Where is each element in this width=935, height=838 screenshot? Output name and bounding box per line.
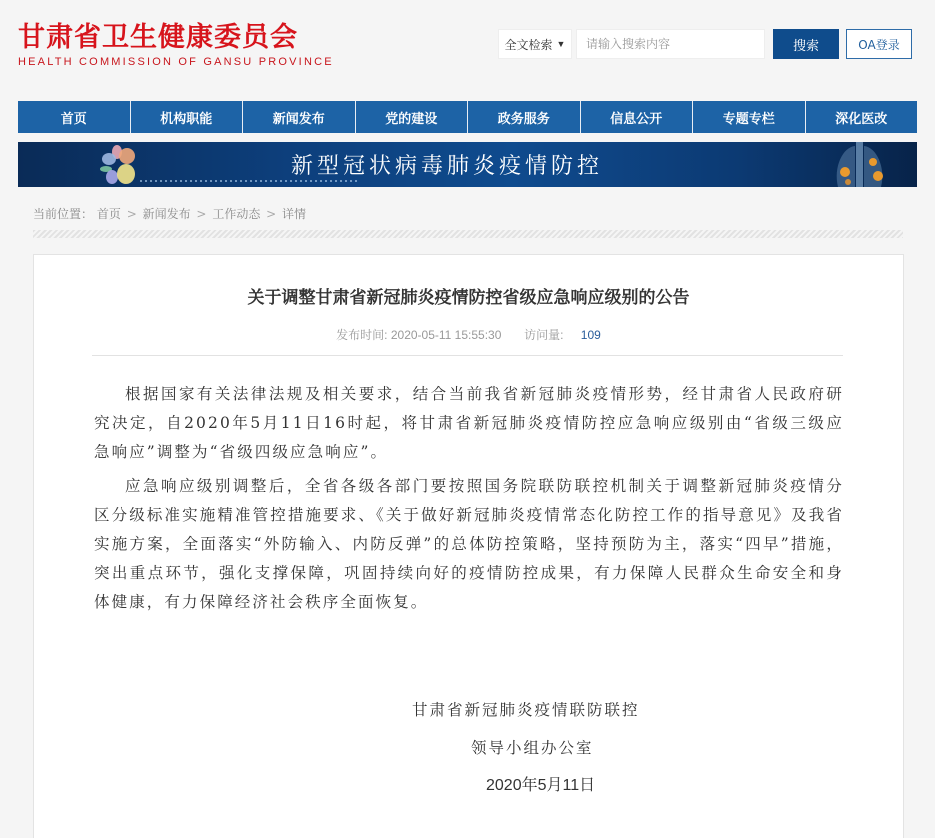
breadcrumb-home[interactable]: 首页 (96, 207, 121, 221)
signature-office: 领导小组办公室 (471, 739, 594, 757)
search-input[interactable] (576, 29, 765, 59)
main-nav (18, 101, 917, 133)
banner-title: 新型冠状病毒肺炎疫情防控 (291, 154, 604, 179)
site-header (0, 0, 935, 95)
article-title: 关于调整甘肃省新冠肺炎疫情防控省级应急响应级别的公告 (247, 288, 690, 308)
flower-logo-icon (96, 144, 140, 186)
article-paragraph: 根据国家有关法律法规及相关要求，结合当前我省新冠肺炎疫情形势，经甘肃省人民政府研究决定，自2020年5月11日16时起，将甘肃省新冠肺炎疫情防控应急响应级别由“省级三级应急响应”调整为“省级四级应急响应”。 (94, 385, 844, 461)
breadcrumb-work-updates[interactable]: 工作动态 (212, 207, 261, 221)
article-paragraph: 应急响应级别调整后，全省各级各部门要按照国务院联防联控机制关于调整新冠肺炎疫情分区分级标准实施精准管控措施要求、《关于做好新冠肺炎疫情常态化防控工作的指导意见》及我省实施方案，全面落实“外防输入、内防反弹”的总体防控策略，坚持预防为主，落实“四早”措施，突出重点环节，强化支撑保障，巩固持续向好的疫情防控成果，有力保障人民群众生命安全和身体健康，有力保障经济社会秩序全面恢复。 (94, 477, 844, 611)
search-button[interactable]: 搜索 (773, 29, 839, 59)
nav-item-information-disclosure[interactable]: 信息公开 (581, 101, 694, 133)
title-divider (92, 355, 843, 356)
search-scope-value: 全文检索 (504, 37, 553, 52)
nav-item-party-building[interactable]: 党的建设 (356, 101, 469, 133)
nav-item-government-services[interactable]: 政务服务 (468, 101, 581, 133)
logo-chinese-title: 甘肃省卫生健康委员会 (18, 22, 298, 53)
nav-item-home[interactable]: 首页 (18, 101, 131, 133)
article-meta (34, 326, 903, 343)
breadcrumb-separator: > (266, 207, 277, 221)
nav-item-institution-functions[interactable]: 机构职能 (131, 101, 244, 133)
covid-banner[interactable] (18, 142, 917, 187)
lungs-virus-icon (793, 142, 917, 187)
signature-date: 2020年5月11日 (486, 777, 596, 794)
nav-item-special-topics[interactable]: 专题专栏 (693, 101, 806, 133)
publish-time-label: 发布时间: (336, 328, 388, 342)
search-scope-dropdown[interactable] (498, 29, 572, 59)
signature-organization: 甘肃省新冠肺炎疫情联防联控 (412, 701, 640, 719)
nav-item-news-release[interactable]: 新闻发布 (243, 101, 356, 133)
banner-decoration (140, 180, 360, 182)
hatched-divider (33, 230, 903, 238)
oa-login-button[interactable]: OA登录 (846, 29, 912, 59)
breadcrumb (33, 205, 306, 222)
article-panel (33, 254, 904, 838)
breadcrumb-details: 详情 (282, 207, 307, 221)
site-logo[interactable] (18, 22, 334, 68)
breadcrumb-news-release[interactable]: 新闻发布 (142, 207, 191, 221)
logo-english-title: HEALTH COMMISSION OF GANSU PROVINCE (18, 56, 334, 68)
breadcrumb-label: 当前位置： (33, 207, 94, 221)
search-bar (498, 29, 912, 59)
views-count: 109 (580, 328, 601, 342)
breadcrumb-separator: > (196, 207, 207, 221)
publish-time: 2020-05-11 15:55:30 (390, 328, 502, 342)
breadcrumb-separator: > (126, 207, 137, 221)
article-body (94, 380, 844, 622)
nav-item-medical-reform[interactable]: 深化医改 (835, 111, 888, 127)
views-label: 访问量: (524, 328, 564, 342)
dropdown-arrow-icon: ▼ (556, 39, 566, 49)
